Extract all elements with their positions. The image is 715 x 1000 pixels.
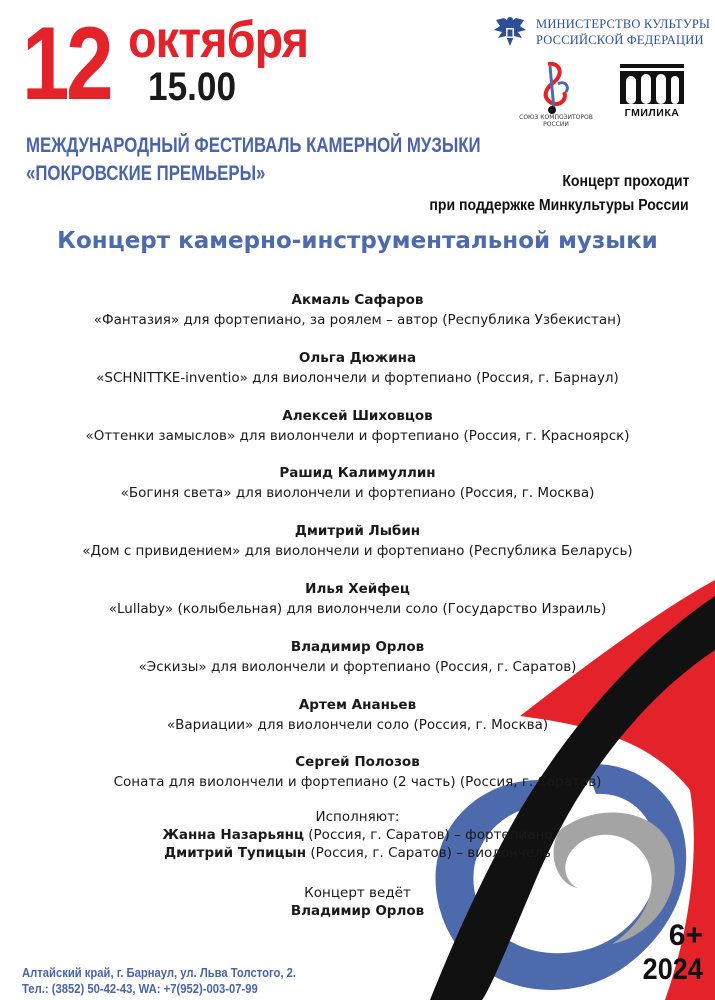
composer-name: Илья Хейфец [305, 580, 410, 597]
composers-union-line-2: РОССИИ [543, 121, 569, 128]
composers-union-logo [520, 60, 592, 136]
festival-title-line-1: МЕЖДУНАРОДНЫЙ ФЕСТИВАЛЬ КАМЕРНОЙ МУЗЫКИ [26, 134, 481, 157]
host-label: Концерт ведёт [304, 885, 411, 901]
performer-detail: (Россия, г. Саратов) – фортепиано [303, 827, 553, 843]
program-item [10, 637, 705, 695]
program-item [10, 406, 705, 464]
performer-row [0, 826, 715, 844]
work-description: «Богиня света» для виолончели и фортепиано (Россия, г. Москва) [120, 485, 595, 502]
work-description: «Фантазия» для фортепиано, за роялем – автор (Республика Узбекистан) [93, 312, 622, 328]
work-description: Соната для виолончели и фортепиано (2 часть) (Россия, г. Саратов) [113, 774, 602, 791]
work-description: «Эскизы» для виолончели и фортепиано (Россия, г. Саратов) [138, 658, 577, 675]
event-month: октября [128, 11, 309, 69]
composer-name: Рашид Калимуллин [279, 465, 436, 482]
program-item [10, 579, 705, 637]
gmilika-logo [614, 60, 690, 122]
composer-name: Акмаль Сафаров [291, 292, 424, 308]
composer-name: Ольга Дюжина [298, 349, 417, 366]
performers-label: Исполняют: [315, 809, 400, 825]
performer-row [0, 844, 715, 862]
double-headed-eagle-icon [490, 12, 530, 52]
work-description: «Вариации» для виолончели соло (Россия, г. Москва) [166, 716, 549, 733]
ministry-line-1: МИНИСТЕРСТВО КУЛЬТУРЫ [536, 17, 711, 31]
performer-name: Жанна Назарьянц [162, 827, 304, 843]
event-time: 15.00 [148, 65, 237, 109]
contact-phones: Тел.: (3852) 50-42-43, WA: +7(952)-003-07-99 [22, 982, 258, 996]
age-rating-badge: 6+ [668, 919, 703, 952]
host-name: Владимир Орлов [290, 903, 425, 919]
ministry-of-culture-logo [490, 12, 711, 56]
venue-address: Алтайский край, г. Барнаул, ул. Льва Толстого, 2. [22, 966, 297, 980]
program-item [10, 521, 705, 579]
program-item [10, 463, 705, 521]
composer-name: Артем Ананьев [298, 696, 417, 713]
festival-title-line-2: «ПОКРОВСКИЕ ПРЕМЬЕРЫ» [26, 162, 266, 185]
gmilika-name: ГМИЛИКА [624, 107, 680, 119]
concert-program [10, 290, 705, 810]
work-description: «Lullaby» (колыбельная) для виолончели соло (Государство Израиль) [108, 600, 607, 617]
performer-name: Дмитрий Тупицын [164, 845, 307, 861]
composers-union-name [516, 114, 596, 128]
work-description: «SCHNITTKE-inventio» для виолончели и фортепиано (Россия, г. Барнаул) [96, 369, 619, 386]
work-description: «Оттенки замыслов» для виолончели и фортепиано (Россия, г. Красноярск) [85, 427, 630, 444]
support-note-line-2: при поддержке Минкультуры России [429, 197, 689, 214]
ministry-name [536, 16, 710, 48]
program-item [10, 348, 705, 406]
support-note-line-1: Концерт проходит [561, 173, 689, 190]
host-block [0, 884, 715, 920]
composer-name: Алексей Шиховцов [282, 407, 433, 424]
event-day: 12 [22, 6, 111, 122]
performer-detail: (Россия, г. Саратов) – виолончель [306, 845, 551, 861]
concert-title: Концерт камерно-инструментальной музыки [57, 228, 658, 254]
building-arches-icon [614, 60, 690, 106]
composer-name: Дмитрий Лыбин [294, 523, 421, 540]
ministry-line-2: РОССИЙСКОЙ ФЕДЕРАЦИИ [536, 33, 704, 47]
program-item [10, 695, 705, 753]
composers-union-line-1: СОЮЗ КОМПОЗИТОРОВ [519, 114, 593, 121]
work-description: «Дом с привидением» для виолончели и фортепиано (Республика Беларусь) [82, 543, 633, 560]
treble-clef-logo-icon [520, 60, 592, 116]
composer-name: Сергей Полозов [295, 754, 420, 771]
performers-block [0, 808, 715, 862]
composer-name: Владимир Орлов [290, 638, 425, 655]
program-item [10, 290, 705, 348]
event-year: 2024 [642, 953, 703, 986]
program-item [10, 752, 705, 810]
